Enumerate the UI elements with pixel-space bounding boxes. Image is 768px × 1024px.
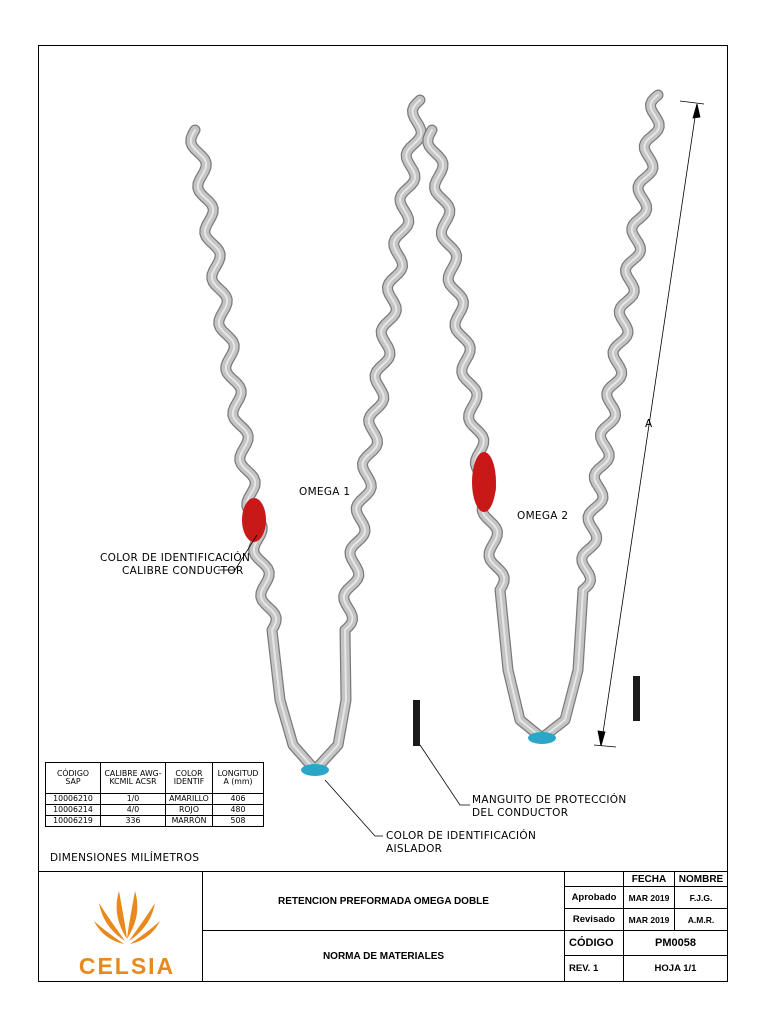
cell: AMARILLO bbox=[166, 794, 213, 805]
cell: 4/0 bbox=[101, 805, 166, 816]
calibre-mark-omega2 bbox=[472, 452, 496, 512]
omega2-wire bbox=[428, 95, 659, 744]
cell: 508 bbox=[213, 816, 264, 827]
cell: MARRÓN bbox=[166, 816, 213, 827]
hoja: HOJA 1/1 bbox=[623, 955, 728, 982]
aislador-mark-omega2 bbox=[528, 732, 556, 744]
revisado-nombre: A.M.R. bbox=[674, 908, 728, 931]
dimensions-note: DIMENSIONES MILÍMETROS bbox=[50, 852, 200, 864]
cell: 10006214 bbox=[46, 805, 101, 816]
celsia-logo bbox=[62, 883, 192, 979]
revision: REV. 1 bbox=[564, 955, 624, 982]
cell: 10006210 bbox=[46, 794, 101, 805]
cell: 1/0 bbox=[101, 794, 166, 805]
cell: 406 bbox=[213, 794, 264, 805]
aislador-callout-line2: AISLADOR bbox=[386, 843, 443, 855]
aprobado-nombre: F.J.G. bbox=[674, 886, 728, 909]
dimension-a-label: A bbox=[645, 418, 653, 430]
omega1-wire bbox=[191, 100, 421, 776]
calibre-callout-line1: COLOR DE IDENTIFICACIÓN bbox=[100, 552, 251, 564]
revisado-fecha: MAR 2019 bbox=[623, 908, 675, 931]
manguito-right bbox=[633, 676, 640, 721]
cell: 10006219 bbox=[46, 816, 101, 827]
manguito-left bbox=[413, 700, 420, 746]
revisado-label: Revisado bbox=[564, 908, 624, 931]
aprobado-label: Aprobado bbox=[564, 886, 624, 909]
codigo-value: PM0058 bbox=[623, 930, 728, 956]
logo-wordmark: CELSIA bbox=[78, 953, 176, 979]
col-codigo-sap: CÓDIGO SAP bbox=[46, 763, 101, 794]
calibre-mark-omega1 bbox=[242, 498, 266, 542]
aislador-callout-line1: COLOR DE IDENTIFICACIÓN bbox=[386, 830, 537, 842]
preformed-wires bbox=[191, 95, 659, 776]
manguito-callout-line1: MANGUITO DE PROTECCIÓN bbox=[472, 794, 627, 806]
empty-cell bbox=[564, 871, 624, 887]
cell: 336 bbox=[101, 816, 166, 827]
codigo-label: CÓDIGO bbox=[564, 930, 624, 956]
aprobado-fecha: MAR 2019 bbox=[623, 886, 675, 909]
title-block bbox=[38, 871, 728, 982]
col-longitud: LONGITUD A (mm) bbox=[213, 763, 264, 794]
manguito-callout-line2: DEL CONDUCTOR bbox=[472, 807, 569, 819]
spec-table bbox=[45, 762, 264, 827]
nombre-header: NOMBRE bbox=[674, 871, 728, 887]
omega2-label: OMEGA 2 bbox=[517, 510, 569, 522]
table-row bbox=[46, 805, 264, 816]
cell: ROJO bbox=[166, 805, 213, 816]
table-row bbox=[46, 816, 264, 827]
cell: 480 bbox=[213, 805, 264, 816]
table-row bbox=[46, 794, 264, 805]
drawing-subtitle: NORMA DE MATERIALES bbox=[202, 930, 565, 982]
spec-table-header bbox=[46, 763, 264, 794]
calibre-callout-line2: CALIBRE CONDUCTOR bbox=[122, 565, 244, 577]
aislador-mark-omega1 bbox=[301, 764, 329, 776]
omega1-label: OMEGA 1 bbox=[299, 486, 351, 498]
sun-rays-icon bbox=[62, 883, 192, 953]
col-color: COLOR IDENTIF bbox=[166, 763, 213, 794]
col-calibre: CALIBRE AWG-KCMIL ACSR bbox=[101, 763, 166, 794]
drawing-title: RETENCION PREFORMADA OMEGA DOBLE bbox=[202, 871, 565, 931]
fecha-header: FECHA bbox=[623, 871, 675, 887]
